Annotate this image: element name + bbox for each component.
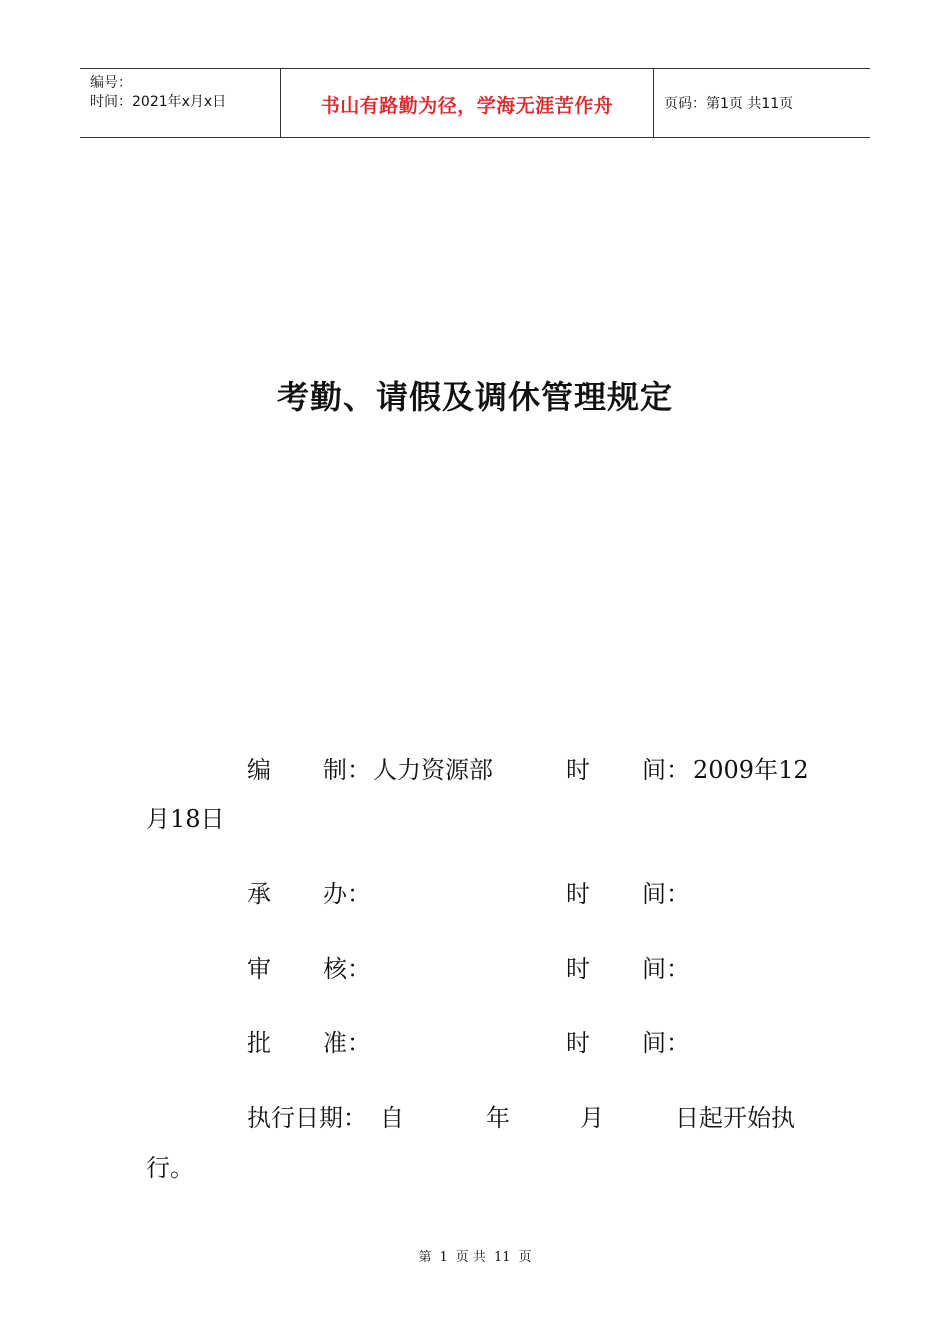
time1-value: 2009年12 xyxy=(693,756,809,784)
header-motto-cell xyxy=(281,69,654,137)
signoff-review-line xyxy=(0,949,950,981)
signoff-compile-line xyxy=(0,750,950,782)
approve-label: 批 xyxy=(247,1029,271,1057)
exec-from: 自 xyxy=(380,1104,404,1132)
exec-month: 月 xyxy=(580,1104,604,1132)
header-time-label: 时间：2021年x月x日 xyxy=(90,94,227,110)
time4-label: 时 xyxy=(566,1029,590,1057)
time2-label: 时 xyxy=(566,880,590,908)
footer-page-number: 1 xyxy=(439,1250,448,1265)
footer-mid: 页 共 xyxy=(455,1250,486,1265)
signoff-handle-line xyxy=(0,874,950,906)
time4-label-2: 间： xyxy=(642,1029,690,1057)
page-footer xyxy=(0,1246,950,1265)
handle-label: 承 xyxy=(247,880,271,908)
exec-year: 年 xyxy=(486,1104,510,1132)
review-label-2: 核： xyxy=(323,955,371,983)
exec-day: 日起开始执 xyxy=(675,1104,795,1132)
time3-label-2: 间： xyxy=(642,955,690,983)
header-motto: 书山有路勤为径，学海无涯苦作舟 xyxy=(320,95,614,117)
time1-value-continued: 月18日 xyxy=(146,805,225,833)
footer-prefix: 第 xyxy=(418,1250,432,1265)
handle-label-2: 办： xyxy=(323,880,371,908)
approve-label-2: 准： xyxy=(323,1029,371,1057)
signoff-approve-line xyxy=(0,1023,950,1055)
document-title: 考勤、请假及调休管理规定 xyxy=(276,378,673,416)
review-label: 审 xyxy=(247,955,271,983)
header-meta-cell xyxy=(80,69,281,137)
exec-continued: 行。 xyxy=(146,1154,194,1182)
compile-value: 人力资源部 xyxy=(373,756,493,784)
compile-label-2: 制： xyxy=(323,756,371,784)
time1-label: 时 xyxy=(566,756,590,784)
footer-total-pages: 11 xyxy=(493,1250,511,1265)
document-header xyxy=(80,68,870,138)
exec-label: 执行日期： xyxy=(247,1104,367,1132)
footer-suffix: 页 xyxy=(518,1250,532,1265)
header-number-label: 编号： xyxy=(90,75,132,91)
signoff-exec-line xyxy=(0,1098,950,1130)
header-page-cell xyxy=(654,69,870,137)
header-page-code: 页码：第1页 共11页 xyxy=(664,96,794,112)
time1-label-2: 间： xyxy=(642,756,690,784)
compile-label: 编 xyxy=(247,756,271,784)
time2-label-2: 间： xyxy=(642,880,690,908)
time3-label: 时 xyxy=(566,955,590,983)
